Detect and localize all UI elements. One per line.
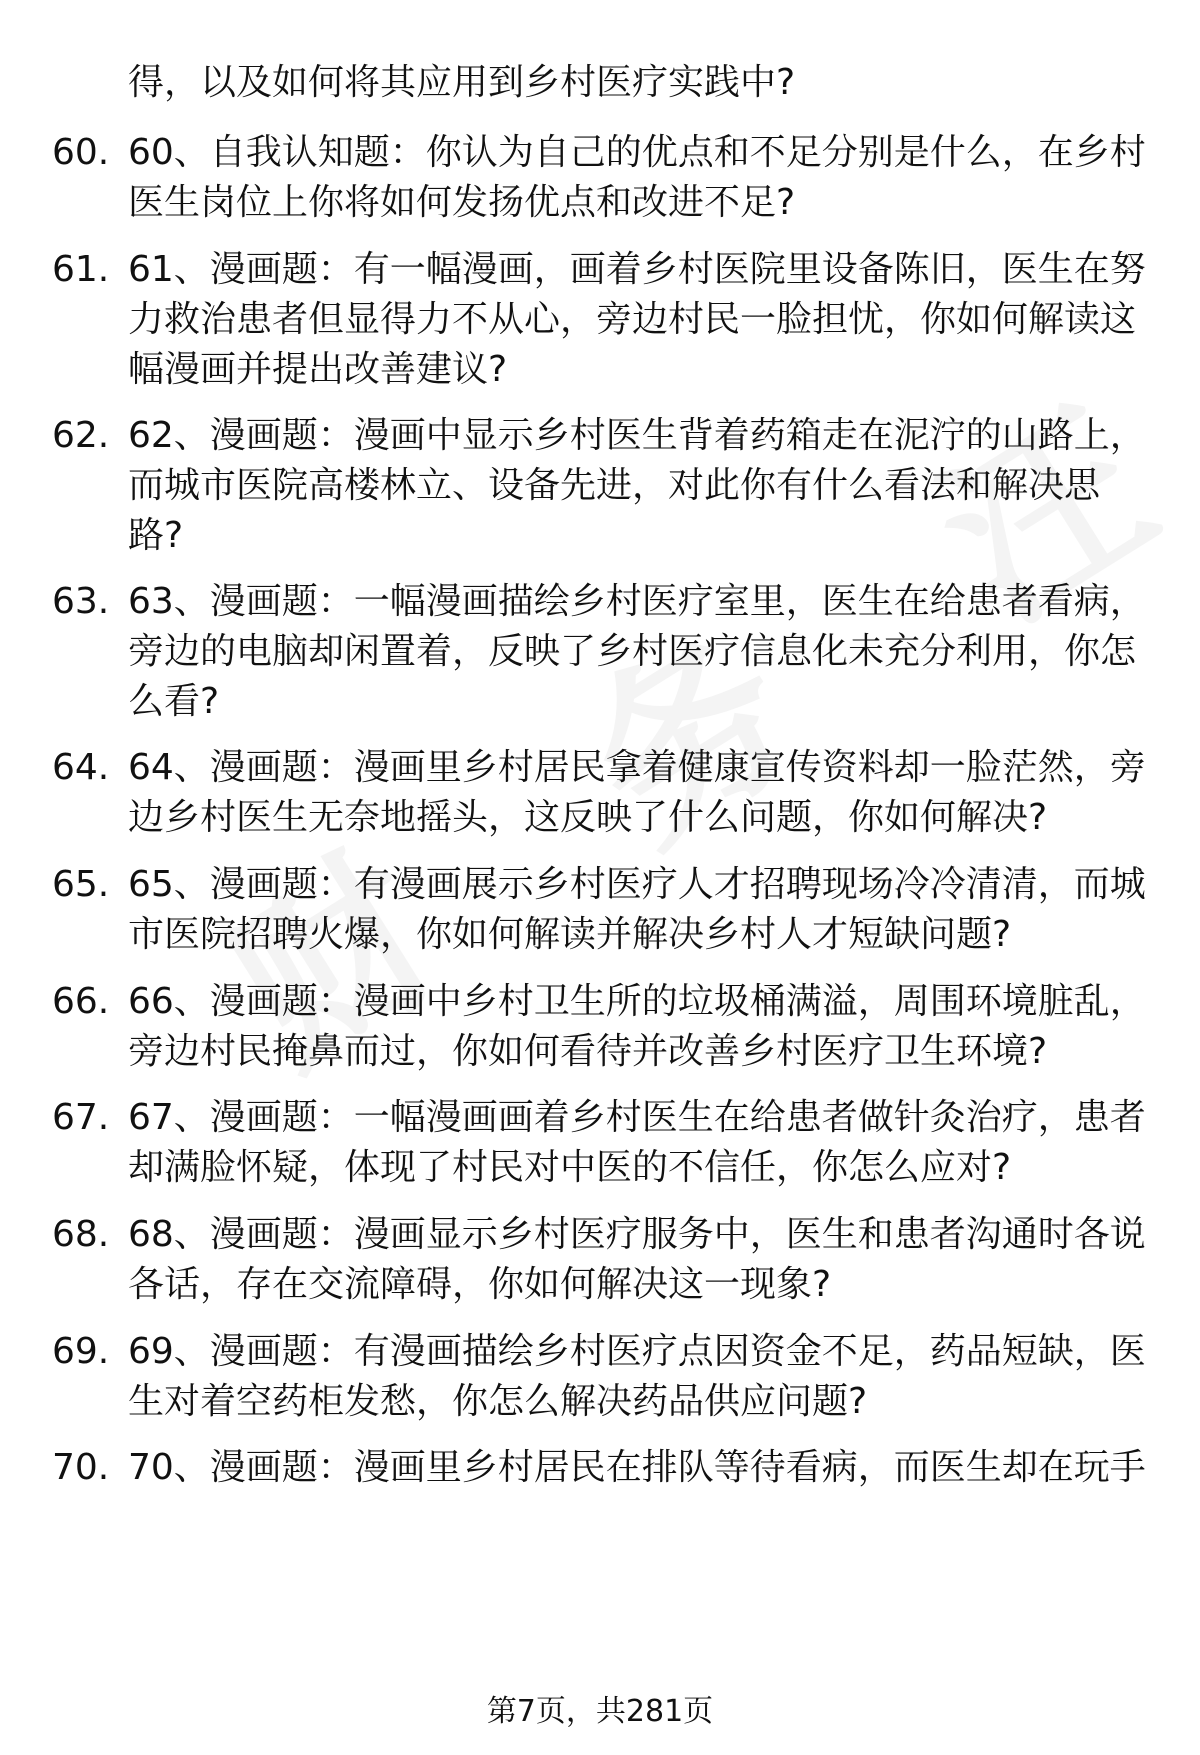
question-text: 64、漫画题：漫画里乡村居民拿着健康宣传资料却一脸茫然，旁边乡村医生无奈地摇头，这反映了什么问题，你如何解决? bbox=[128, 747, 1146, 838]
item-number: 64. bbox=[52, 747, 110, 788]
item-number: 61. bbox=[52, 249, 110, 290]
question-text: 68、漫画题：漫画显示乡村医疗服务中，医生和患者沟通时各说各话，存在交流障碍，你如何解决这一现象? bbox=[128, 1214, 1146, 1305]
question-text: 60、自我认知题：你认为自己的优点和不足分别是什么，在乡村医生岗位上你将如何发扬优点和改进不足? bbox=[128, 132, 1146, 223]
item-number: 68. bbox=[52, 1214, 110, 1255]
question-text: 69、漫画题：有漫画描绘乡村医疗点因资金不足，药品短缺，医生对着空药柜发愁，你怎么解决药品供应问题? bbox=[128, 1331, 1146, 1422]
question-text: 65、漫画题：有漫画展示乡村医疗人才招聘现场冷冷清清，而城市医院招聘火爆，你如何解读并解决乡村人才短缺问题? bbox=[128, 864, 1146, 955]
question-text: 67、漫画题：一幅漫画画着乡村医生在给患者做针灸治疗，患者却满脸怀疑，体现了村民对中医的不信任，你怎么应对? bbox=[128, 1097, 1146, 1188]
question-text: 62、漫画题：漫画中显示乡村医生背着药箱走在泥泞的山路上，而城市医院高楼林立、设备先进，对此你有什么看法和解决思路? bbox=[128, 415, 1146, 556]
item-number: 65. bbox=[52, 864, 110, 905]
question-text: 70、漫画题：漫画里乡村居民在排队等待看病，而医生却在玩手 bbox=[128, 1447, 1146, 1488]
item-number: 70. bbox=[52, 1447, 110, 1488]
item-number: 60. bbox=[52, 132, 110, 173]
continuation-text: 得，以及如何将其应用到乡村医疗实践中? bbox=[128, 62, 796, 103]
item-number: 69. bbox=[52, 1331, 110, 1372]
item-number: 66. bbox=[52, 981, 110, 1022]
item-number: 62. bbox=[52, 415, 110, 456]
question-text: 61、漫画题：有一幅漫画，画着乡村医院里设备陈旧，医生在努力救治患者但显得力不从心，旁边村民一脸担忧，你如何解读这幅漫画并提出改善建议? bbox=[128, 249, 1146, 390]
item-number: 63. bbox=[52, 581, 110, 622]
page-footer: 第7页，共281页 bbox=[486, 1694, 714, 1729]
question-text: 63、漫画题：一幅漫画描绘乡村医疗室里，医生在给患者看病，旁边的电脑却闲置着，反映了乡村医疗信息化未充分利用，你怎么看? bbox=[128, 581, 1146, 722]
item-number: 67. bbox=[52, 1097, 110, 1138]
question-text: 66、漫画题：漫画中乡村卫生所的垃圾桶满溢，周围环境脏乱，旁边村民掩鼻而过，你如何看待并改善乡村医疗卫生环境? bbox=[128, 981, 1146, 1072]
